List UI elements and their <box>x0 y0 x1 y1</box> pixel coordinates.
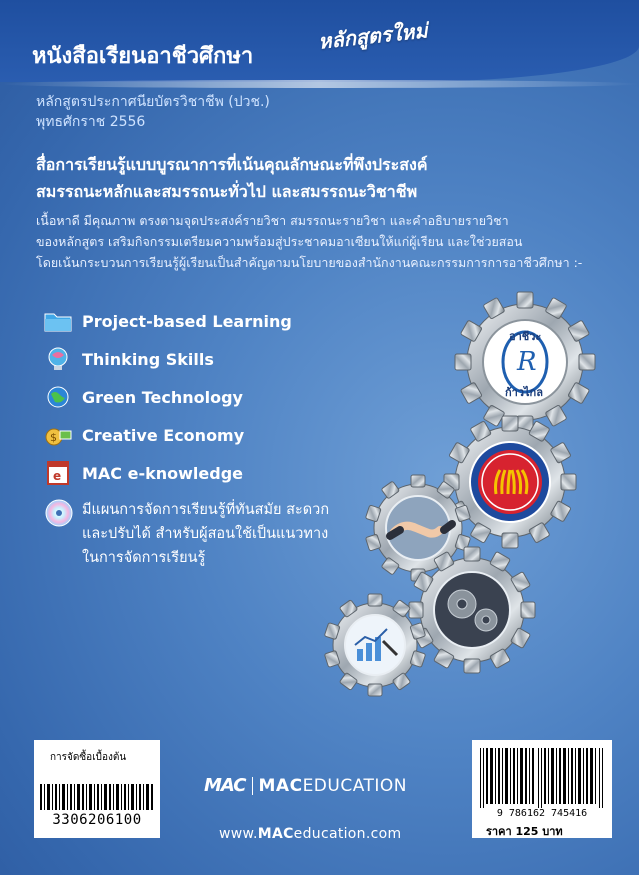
curriculum-year: พุทธศักราช 2556 <box>36 114 146 130</box>
mac-education-logo <box>204 775 407 796</box>
money-icon <box>44 422 72 448</box>
procurement-label: การจัดซื้อเบื้องต้น <box>50 752 127 763</box>
brand-separator <box>252 777 253 795</box>
procurement-number: 3306206100 <box>52 812 142 828</box>
gear-cluster <box>300 290 639 740</box>
heading-line-1: สื่อการเรียนรู้แบบบูรณาการที่เน้นคุณลักษณะที่พึงประสงค์ <box>36 155 428 174</box>
gear-asean <box>444 416 576 548</box>
new-curriculum-badge: หลักสูตรใหม่ <box>317 18 429 54</box>
isbn-barcode-icon <box>480 748 604 808</box>
feature-label: MAC e-knowledge <box>82 463 244 483</box>
svg-text:e: e <box>53 469 62 483</box>
svg-text:$: $ <box>50 431 57 444</box>
brand-name-rest: EDUCATION <box>302 775 408 796</box>
feature-label: Creative Economy <box>82 425 245 445</box>
feature-item <box>44 302 344 340</box>
price-label: ราคา 125 บาท <box>486 825 563 838</box>
feature-label: Thinking Skills <box>82 349 214 369</box>
gear-logo-bottom-text: ก้าวไกล <box>505 386 543 399</box>
description-line-2: ของหลักสูตร เสริมกิจกรรมเตรียมความพร้อมสู่ประชาคมอาเซียนให้แก่ผู้เรียน และใช่วยสอน <box>36 234 523 249</box>
note-line-2: และปรับได้ สำหรับผู้สอนใช้เป็นแนวทาง <box>82 526 329 542</box>
brand-name-bold: MAC <box>258 775 303 796</box>
green-globe-icon <box>44 384 72 410</box>
feature-item <box>44 454 344 492</box>
gear-top <box>455 292 595 432</box>
website-url <box>219 826 401 842</box>
heading-line-2: สมรรถนะหลักและสมรรถนะทั่วไป และสมรรถนะวิชาชีพ <box>36 182 418 201</box>
gear-illustration <box>300 290 639 740</box>
isbn-barcode <box>472 740 612 838</box>
description-line-1: เนื้อหาดี มีคุณภาพ ตรงตามจุดประสงค์รายวิชา สมรรถนะรายวิชา และคำอธิบายรายวิชา <box>36 213 509 228</box>
cd-disc-icon <box>44 498 74 532</box>
folder-icon <box>44 308 72 334</box>
feature-item <box>44 340 344 378</box>
note-line-3: ในการจัดการเรียนรู้ <box>82 550 206 566</box>
feature-label: Project-based Learning <box>82 311 292 331</box>
gear-logo-top-text: อาชีวะ <box>509 330 542 343</box>
website-bold: MAC <box>257 826 294 842</box>
feature-label: Green Technology <box>82 387 243 407</box>
feature-item <box>44 416 344 454</box>
description-paragraph <box>36 210 616 273</box>
cover-title: หนังสือเรียนอาชีวศึกษา <box>32 44 254 69</box>
brand-mark: MAC <box>204 775 246 796</box>
gear-logo-letter: R <box>517 347 537 377</box>
brand-name <box>259 776 408 796</box>
isbn-number: 9 786162 745416 <box>496 808 588 819</box>
website-prefix: www. <box>219 826 258 842</box>
procurement-barcode <box>34 740 160 838</box>
curriculum-name: หลักสูตรประกาศนียบัตรวิชาชีพ (ปวช.) <box>36 94 270 110</box>
barcode-icon <box>40 784 154 810</box>
e-book-icon <box>44 460 72 486</box>
website-suffix: education.com <box>293 826 402 842</box>
feature-item <box>44 378 344 416</box>
description-line-3: โดยเน้นกระบวนการเรียนรู้ผู้เรียนเป็นสำคัญตามนโยบายของสำนักงานคณะกรรมการการอาชีวศึกษา :- <box>36 255 583 270</box>
feature-list <box>44 302 344 492</box>
note-line-1: มีแผนการจัดการเรียนรู้ที่ทันสมัย สะดวก <box>82 502 330 518</box>
brain-globe-icon <box>44 346 72 372</box>
